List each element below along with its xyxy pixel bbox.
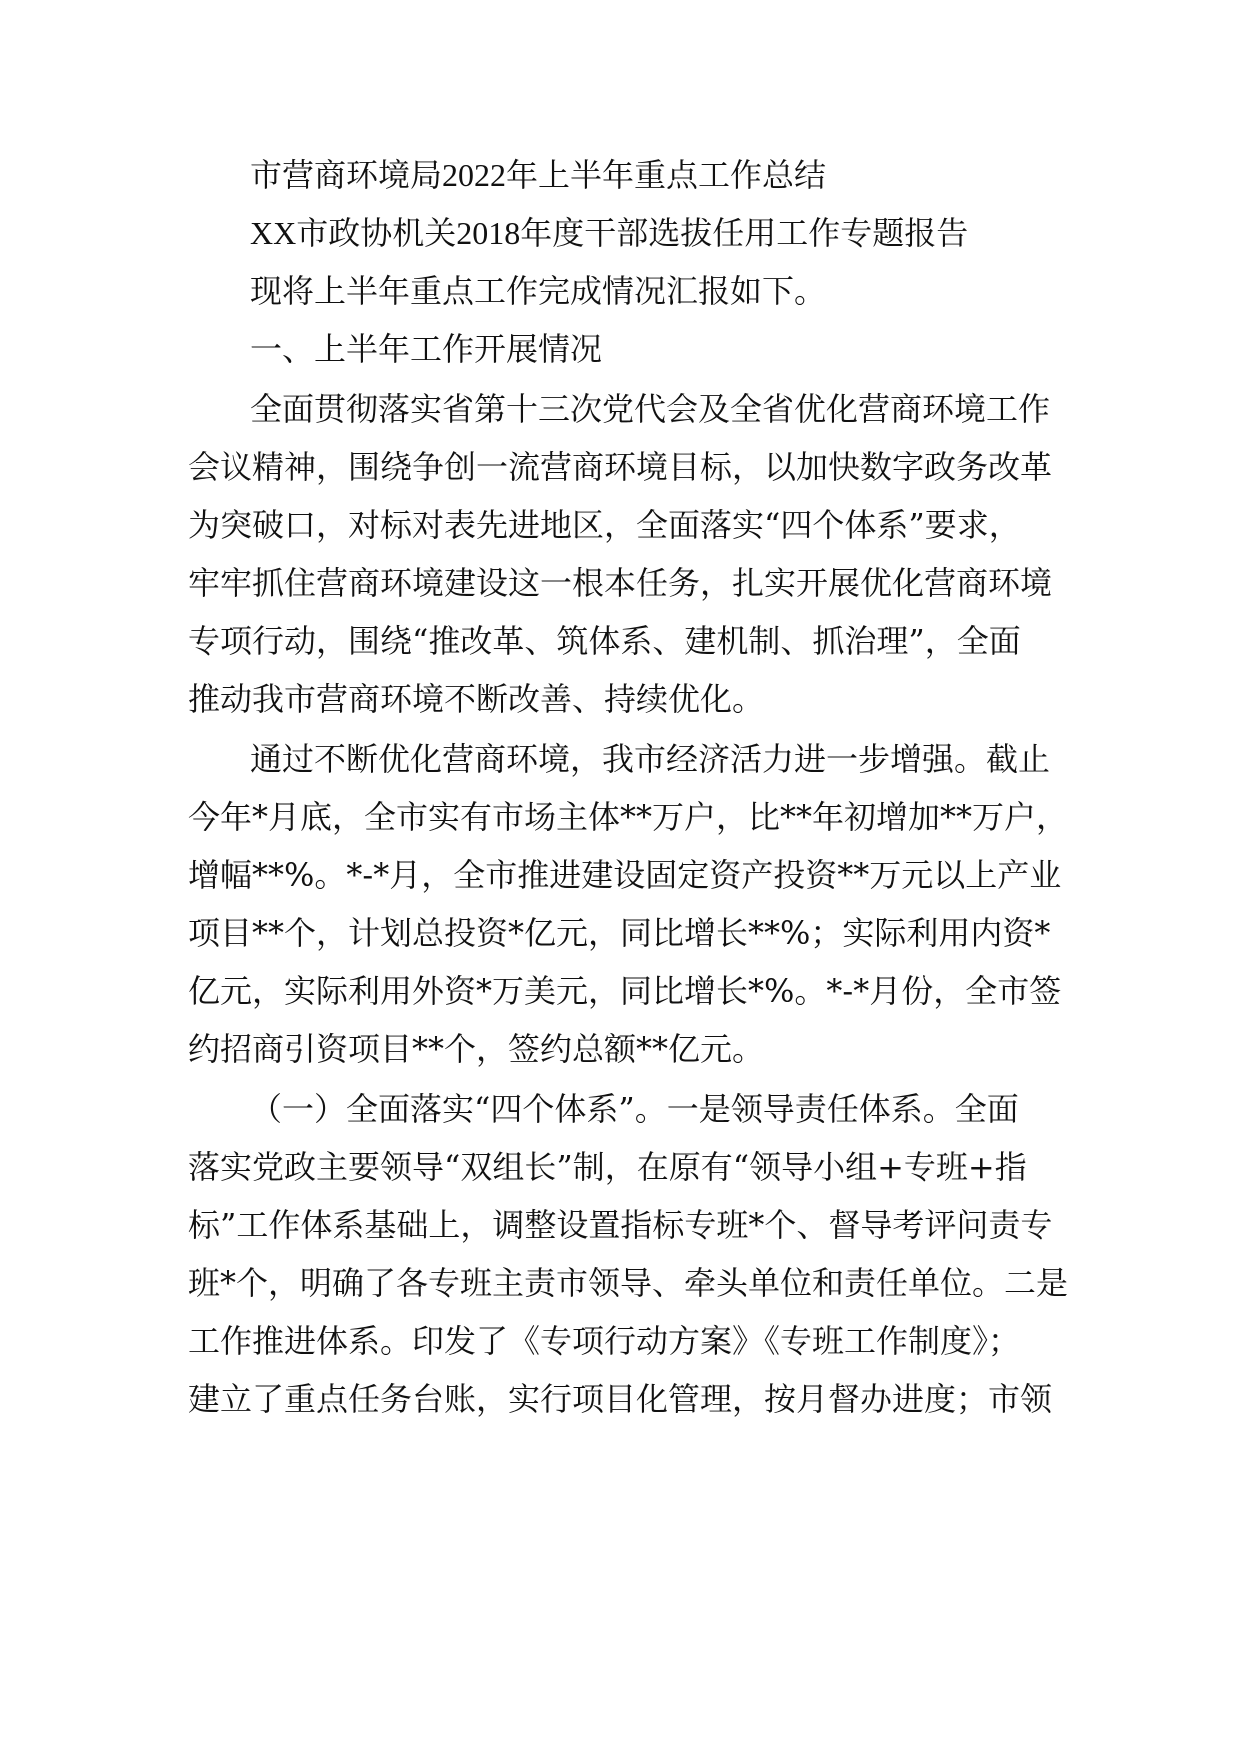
paragraph-line: 全面贯彻落实省第十三次党代会及全省优化营商环境工作: [250, 390, 1051, 428]
paragraph-line: 约招商引资项目**个，签约总额**亿元。: [188, 1030, 765, 1068]
paragraph-line: 亿元，实际利用外资*万美元，同比增长*%。*-*月份，全市签: [188, 972, 1062, 1010]
paragraph-line: 落实党政主要领导“双组长”制，在原有“领导小组+专班+指: [188, 1148, 1027, 1186]
paragraph-line: 会议精神，围绕争创一流营商环境目标，以加快数字政务改革: [188, 448, 1053, 486]
paragraph-line: （一）全面落实“四个体系”。一是领导责任体系。全面: [250, 1090, 1019, 1128]
paragraph-line: 推动我市营商环境不断改善、持续优化。: [188, 680, 765, 718]
paragraph-line: 建立了重点任务台账，实行项目化管理，按月督办进度；市领: [188, 1380, 1053, 1418]
paragraph-line: 牢牢抓住营商环境建设这一根本任务，扎实开展优化营商环境: [188, 564, 1053, 602]
paragraph-line: 今年*月底，全市实有市场主体**万户，比**年初增加**万户，: [188, 798, 1069, 836]
intro-sentence: 现将上半年重点工作完成情况汇报如下。: [250, 272, 827, 310]
document-subtitle: XX市政协机关2018年度干部选拔任用工作专题报告: [250, 215, 969, 251]
section-heading: 一、上半年工作开展情况: [250, 330, 603, 368]
document-title: 市营商环境局2022年上半年重点工作总结: [250, 157, 827, 193]
paragraph-line: 专项行动，围绕“推改革、筑体系、建机制、抓治理”，全面: [188, 622, 1021, 660]
paragraph-line: 工作推进体系。印发了《专项行动方案》《专班工作制度》；: [188, 1322, 1021, 1360]
paragraph-line: 为突破口，对标对表先进地区，全面落实“四个体系”要求，: [188, 506, 1021, 544]
paragraph-line: 通过不断优化营商环境，我市经济活力进一步增强。截止: [250, 740, 1051, 778]
paragraph-line: 标”工作体系基础上，调整设置指标专班*个、督导考评问责专: [188, 1206, 1053, 1244]
paragraph-line: 班*个，明确了各专班主责市领导、牵头单位和责任单位。二是: [188, 1264, 1069, 1302]
paragraph-line: 项目**个，计划总投资*亿元，同比增长**%；实际利用内资*: [188, 914, 1051, 952]
paragraph-line: 增幅**%。*-*月，全市推进建设固定资产投资**万元以上产业: [188, 856, 1062, 894]
